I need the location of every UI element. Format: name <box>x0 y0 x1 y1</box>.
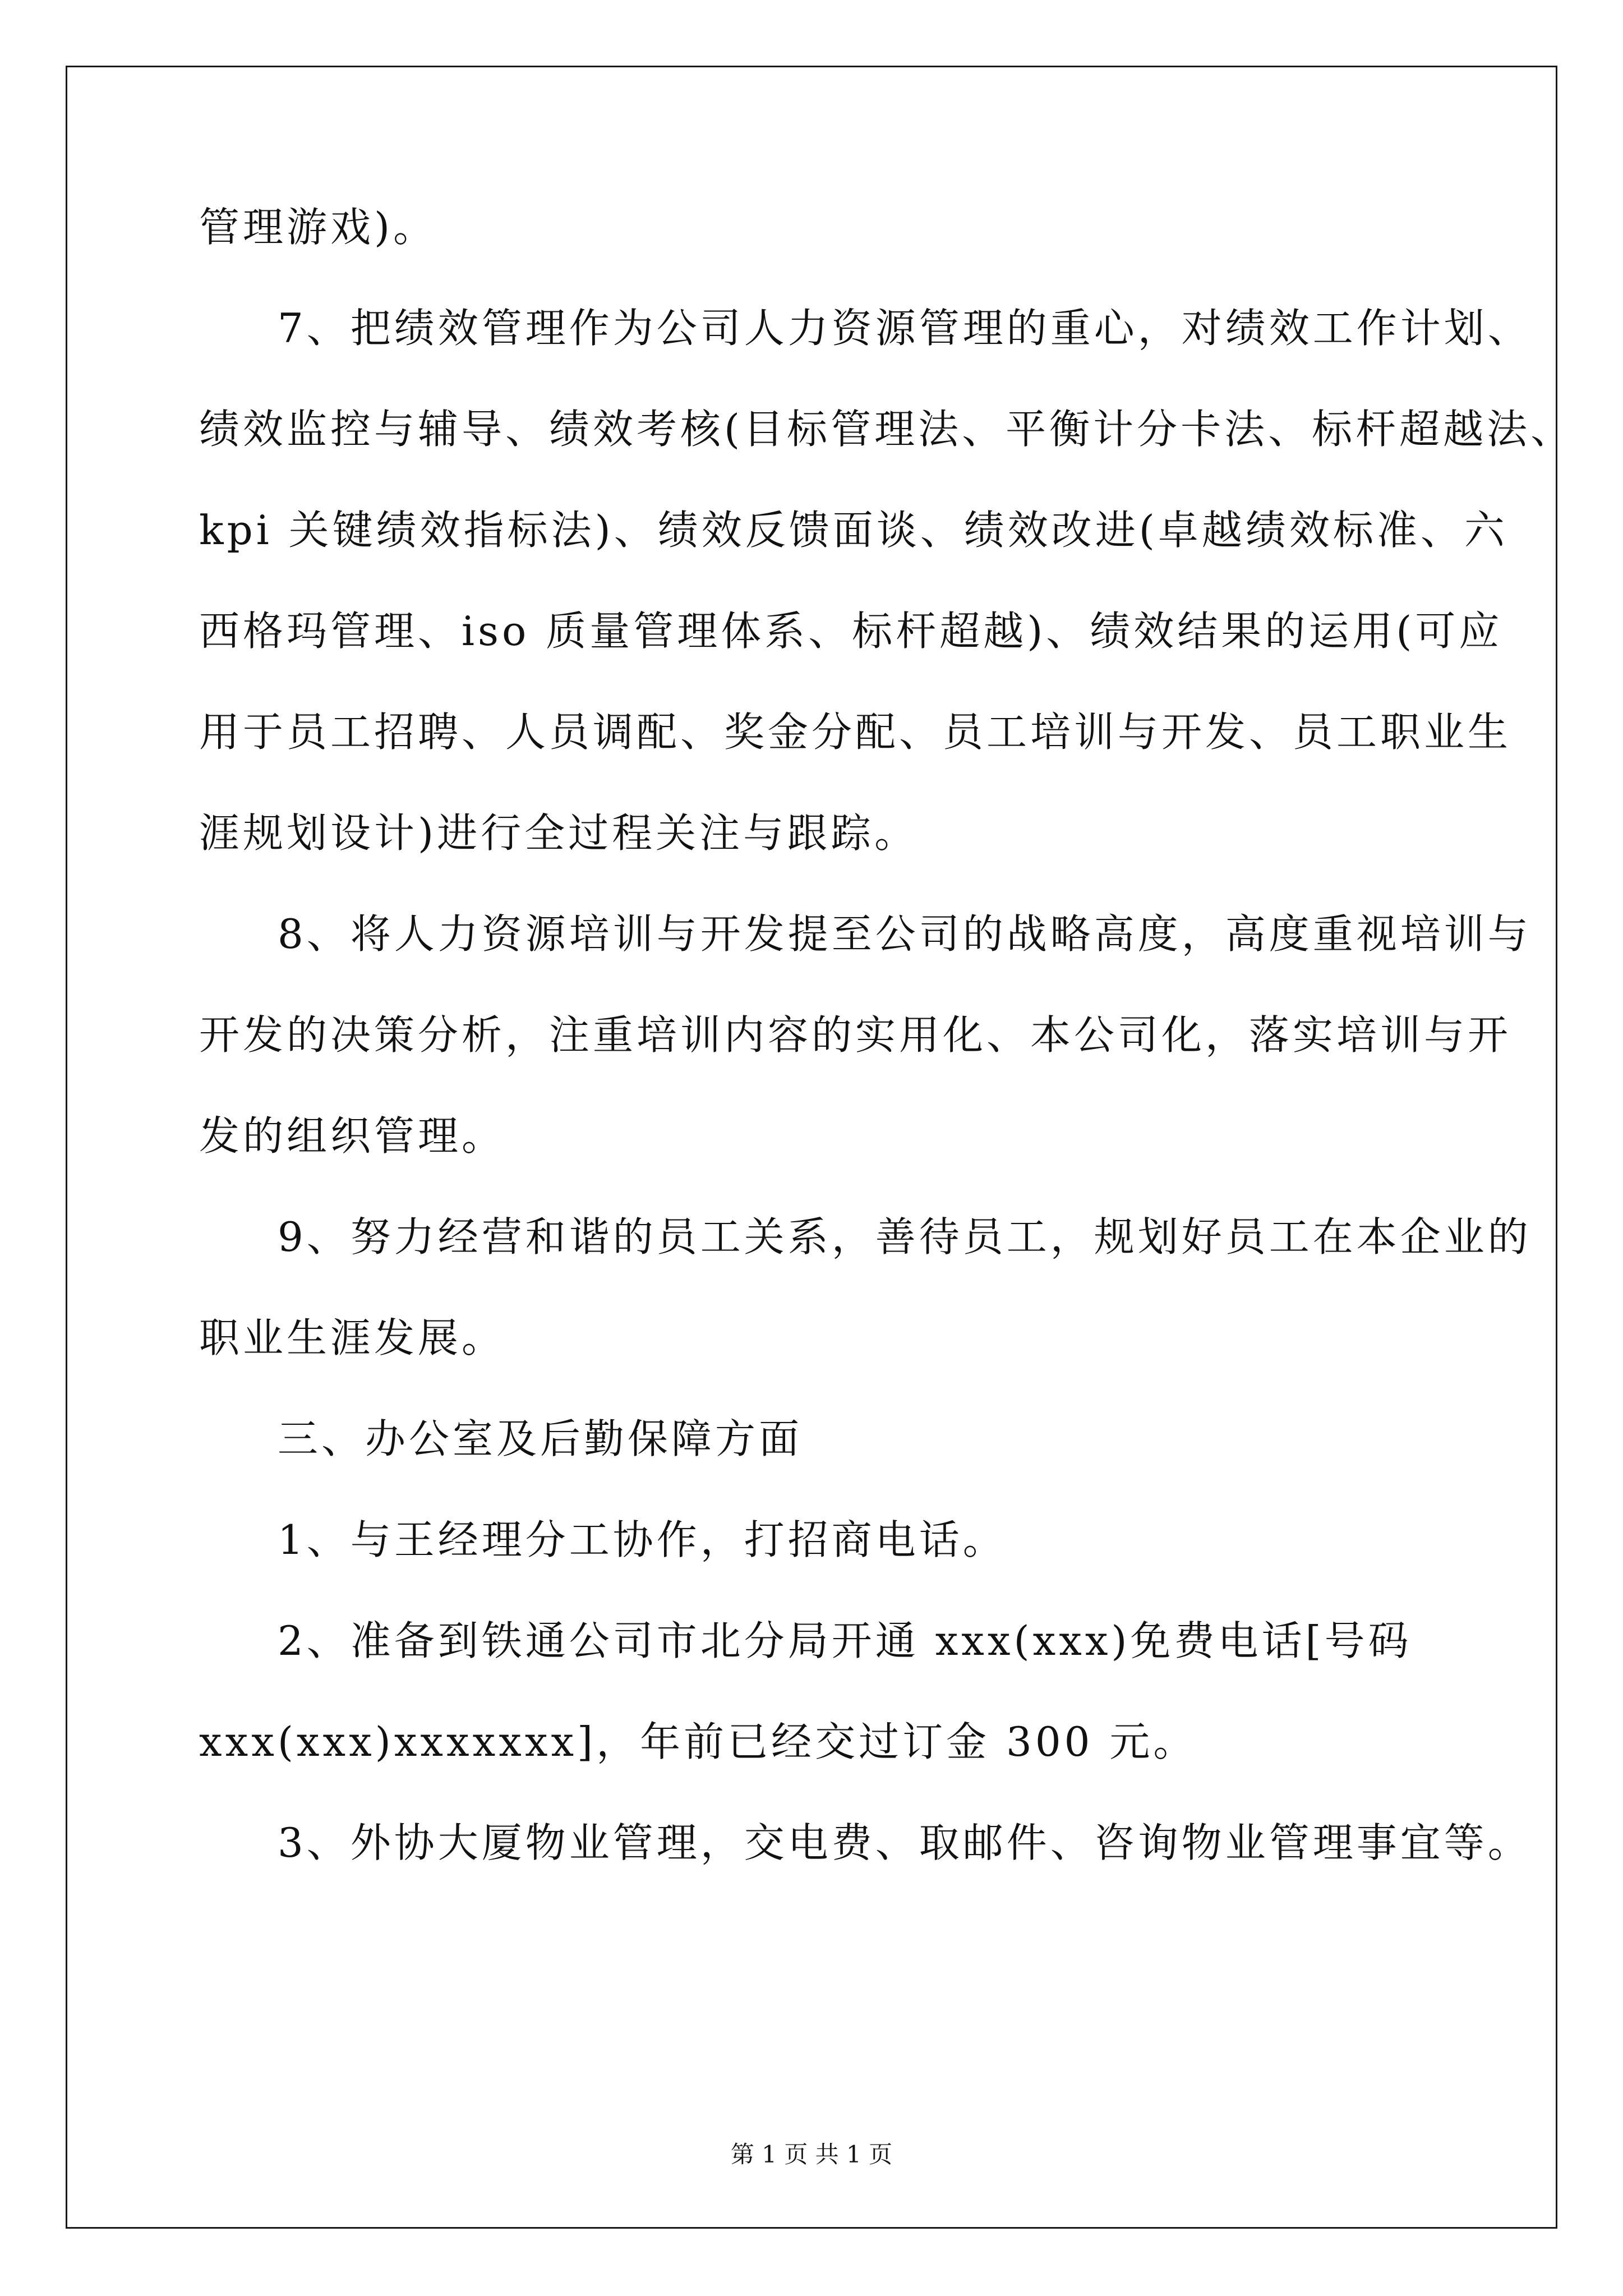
text-line: 用于员工招聘、人员调配、奖金分配、员工培训与开发、员工职业生 <box>199 708 1512 756</box>
paragraph-item-2-line: 2、准备到铁通公司市北分局开通 xxx(xxx)免费电话[号码 <box>278 1617 1412 1664</box>
text-line: 管理游戏)。 <box>199 204 437 251</box>
text-line: 开发的决策分析，注重培训内容的实用化、本公司化，落实培训与开 <box>199 1011 1512 1059</box>
text-line: xxx(xxx)xxxxxxx]，年前已经交过订金 300 元。 <box>199 1718 1197 1765</box>
paragraph-item-9-line: 9、努力经营和谐的员工关系，善待员工，规划好员工在本企业的 <box>278 1213 1532 1260</box>
text-line: 西格玛管理、iso 质量管理体系、标杆超越)、绩效结果的运用(可应 <box>199 608 1503 655</box>
section-heading: 三、办公室及后勤保障方面 <box>278 1415 803 1462</box>
text-line: 绩效监控与辅导、绩效考核(目标管理法、平衡计分卡法、标杆超越法、 <box>199 406 1575 453</box>
text-line: 涯规划设计)进行全过程关注与跟踪。 <box>199 809 919 857</box>
text-line: 职业生涯发展。 <box>199 1314 506 1361</box>
paragraph-item-7-line: 7、把绩效管理作为公司人力资源管理的重心，对绩效工作计划、 <box>278 305 1532 352</box>
text-line: 发的组织管理。 <box>199 1112 506 1159</box>
paragraph-item-8-line: 8、将人力资源培训与开发提至公司的战略高度，高度重视培训与 <box>278 910 1532 958</box>
page-number-footer: 第 1 页 共 1 页 <box>730 2141 893 2168</box>
text-line: kpi 关键绩效指标法)、绩效反馈面谈、绩效改进(卓越绩效标准、六 <box>199 507 1508 554</box>
paragraph-item-3-line: 3、外协大厦物业管理，交电费、取邮件、咨询物业管理事宜等。 <box>278 1819 1532 1866</box>
paragraph-item-1-line: 1、与王经理分工协作，打招商电话。 <box>278 1516 1007 1563</box>
